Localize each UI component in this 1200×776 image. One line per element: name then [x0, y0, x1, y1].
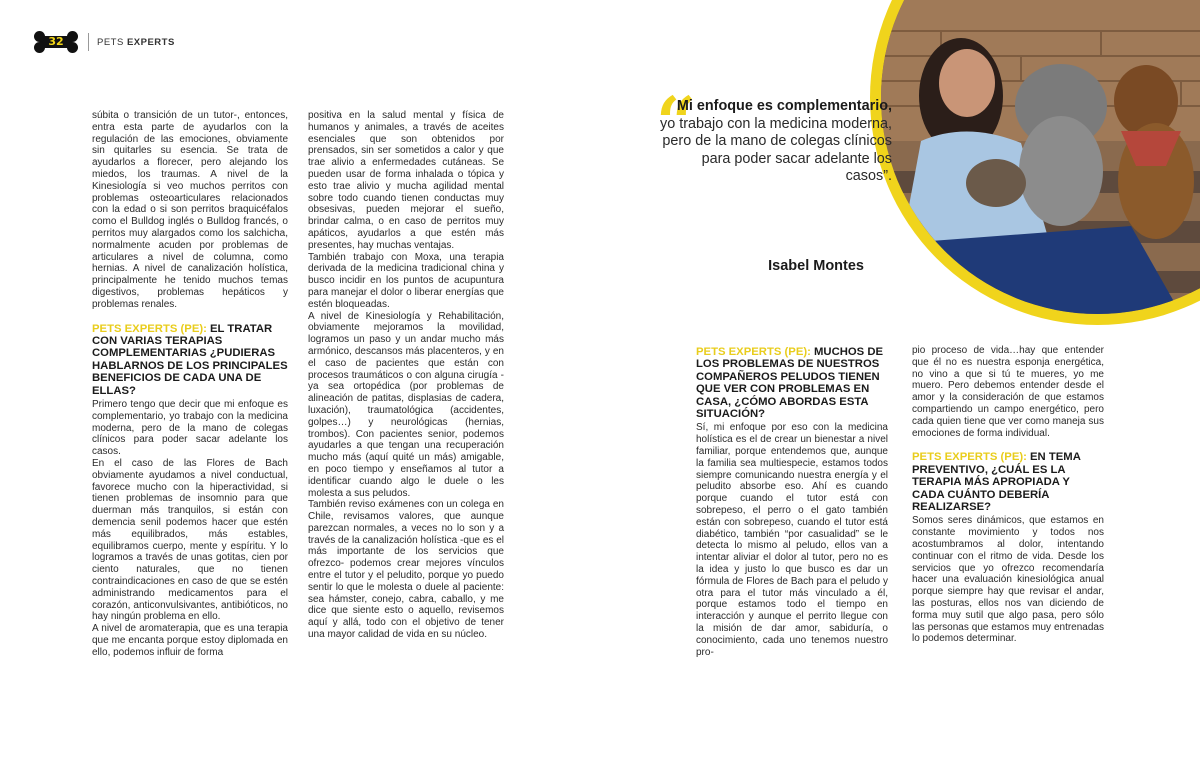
paragraph: En el caso de las Flores de Bach obviamente ayudamos a nivel conductual, favorece mucho con la hiperactividad, si tienen problemas de insomnio para que duerman más tranquilos, si están con demencia senil podemos hacer que estén más equilibrados, más estables, equilibramos cuerpo, mente y espíritu. Y lo logramos a través de unas gotitas, cien por ciento naturales, que no tienen contraindicaciones en caso de que se estén administrando medicamentos para el corazón, anticonvulsivantes, antibióticos, no hay ningún problema en ello.: [92, 457, 288, 623]
interview-question-1: PETS EXPERTS (PE): EL TRATAR CON VARIAS TERAPIAS COMPLEMENTARIAS ¿PUDIERAS HABLARNOS DE LOS PRINCIPALES BENEFICIOS DE CADA UNA DE ELLAS?: [92, 322, 288, 397]
portrait-photo: [881, 0, 1200, 314]
interview-question-2: PETS EXPERTS (PE): MUCHOS DE LOS PROBLEMAS DE NUESTROS COMPAÑEROS PELUDOS TIENEN QUE VER CON PROBLEMAS EN CASA, ¿CÓMO ABORDAS ESTA SITUACIÓN?: [696, 346, 884, 421]
paragraph: También reviso exámenes con un colega en Chile, revisamos valores, que aunque parezcan normales, a veces no lo son y a través de la canalización holística -que es el más importante de los servicios que ofrezco- podemos crear mejores vínculos entre el tutor y el peludito, porque yo puedo sentir lo que le molesta o duele al paciente: sea hámster, conejo, cabra, caballo, y me dice que siente esto o aquello, revisemos aquí y allá, todo con el objetivo de tener una mayor calidad de vida en su núcleo.: [308, 499, 504, 641]
quote-mark-icon: “: [656, 81, 697, 164]
paragraph: positiva en la salud mental y física de humanos y animales, a través de aceites esenciales que son obtenidos por prensados, sin ser sometidos a calor y que trae alivio a enfermedades cutáneas. Se pueden usar de forma inhalada o tópica y esto trae alivio y mucha agilidad mental sobre todo cuando tienen conductas muy obsesivas, pueden mejorar el sueño, brindar calma, o en caso de perritos muy apáticos, ayudarlos a que estén más presentes, hay muchas ventajas.: [308, 110, 504, 251]
paragraph: pio proceso de vida…hay que entender que él no es nuestra esponja energética, no vino a que si tú te mueres, yo me muero. Pero debemos entender desde el amor y la consideración de que estamos compartiendo un campo energético, pero cada quien tiene que ver como maneja sus emociones de forma individual.: [912, 345, 1104, 439]
right-page: [600, 0, 1200, 776]
paragraph: súbita o transición de un tutor-, entonces, entra esta parte de ayudarlos con la regulación de las emociones, obviamente sin quitarles su esencia. Se trata de ayudarlos a florecer, pero alejando los miedos, los traumas. A nivel de la Kinesiología si veo muchos perritos con problemas osteoarticulares relacionados con la edad o si son perritos braquicéfalos como el Bulldog inglés o Bulldog francés, o perritos muy alargados como los salchicha, normalmente acuden por problemas de articulares a nivel de columna, como hernias. A nivel de canalización holística, principalmente he tenido muchos temas digestivos, problemas hepáticos y problemas renales.: [92, 110, 288, 310]
article-column-3: [696, 338, 888, 658]
quote-author: Isabel Montes: [768, 258, 864, 274]
paragraph: A nivel de aromaterapia, que es una terapia que me encanta porque estoy diplomada en ello, podemos influir de forma: [92, 623, 288, 658]
paragraph: Sí, mi enfoque por eso con la medicina holística es el de crear un bienestar a nivel familiar, porque entendemos que, aunque la familia sea multiespecie, estamos todos siempre comunicando nuestra energía y el peludito absorbe eso. Ahí es cuando porque cuando el tutor está con sobrepeso, el perro o el gato también están con sobrepeso, cuando el tutor está diabético, también “por casualidad” se le detecta lo mismo al peludo, ellos van a intentar aliviar el dolor al tutor, pero no es la idea y justo lo que busco es dar un fórmula de Flores de Bach para el peludo y otra para el tutor más vinculado a él, porque estamos todo el tiempo en interacción y aunque el perrito llegue con la misión de dar amor, sabiduría, o conocimiento, cada uno tenemos nuestro pro-: [696, 422, 888, 658]
article-column-2: [308, 110, 504, 641]
article-column-1: [92, 110, 288, 659]
article-column-4: [912, 345, 1104, 645]
page-number: 32: [48, 35, 64, 48]
paragraph: Somos seres dinámicos, que estamos en constante movimiento y todos nos acostumbramos al dolor, intentando continuar con el ritmo de vida. Desde los servicios que yo ofrezco recomendaría hacer una evaluación kinesiológica anual porque siempre hay que revisar el andar, las posturas, ellos nos van diciendo de forma muy sutil que algo pasa, pero sólo las personas que estamos muy entrenadas lo podemos determinar.: [912, 515, 1104, 645]
header-divider: [88, 33, 89, 51]
magazine-brand: PETS EXPERTS: [97, 36, 175, 48]
portrait-illustration: [881, 0, 1200, 314]
bone-icon: [34, 31, 78, 53]
page-header: [34, 30, 175, 54]
pull-quote: [656, 81, 892, 186]
paragraph: También trabajo con Moxa, una terapia derivada de la medicina tradicional china y busco incidir en los puntos de acupuntura para manejar el dolor o liberar energías que estén bloqueadas.: [308, 251, 504, 310]
pull-quote-text: Mi enfoque es complementario, yo trabajo con la medicina moderna, pero de la mano de colegas clínicos para poder sacar adelante los casos”.: [660, 98, 892, 185]
paragraph: A nivel de Kinesiología y Rehabilitación, obviamente mejoramos la movilidad, logramos un paso y un andar mucho más armónico, descansos más placenteros, y en el caso de pacientes que están con procesos traumáticos o con alguna cirugía -ya sea ortopédica (por problemas de alineación de patitas, displasias de cadera, luxación), traumatológica (accidentes, golpes…) y neurológicas (hernias, trombos). Con pacientes senior, podemos ayudarles a que tengan una recuperación mucho más (aquí quité un más) amigable, en poco tiempo y enseñamos al tutor a identificar cuando algo le duele o les molesta a sus peludos.: [308, 310, 504, 499]
interview-question-3: PETS EXPERTS (PE): EN TEMA PREVENTIVO, ¿CUÁL ES LA TERAPIA MÁS APROPIADA Y CADA CUÁNTO DEBERÍA REALIZARSE?: [912, 451, 1081, 513]
paragraph: Primero tengo que decir que mi enfoque es complementario, yo trabajo con la medicina moderna, pero de la mano de colegas clínicos para poder sacar adelante los casos.: [92, 398, 288, 458]
